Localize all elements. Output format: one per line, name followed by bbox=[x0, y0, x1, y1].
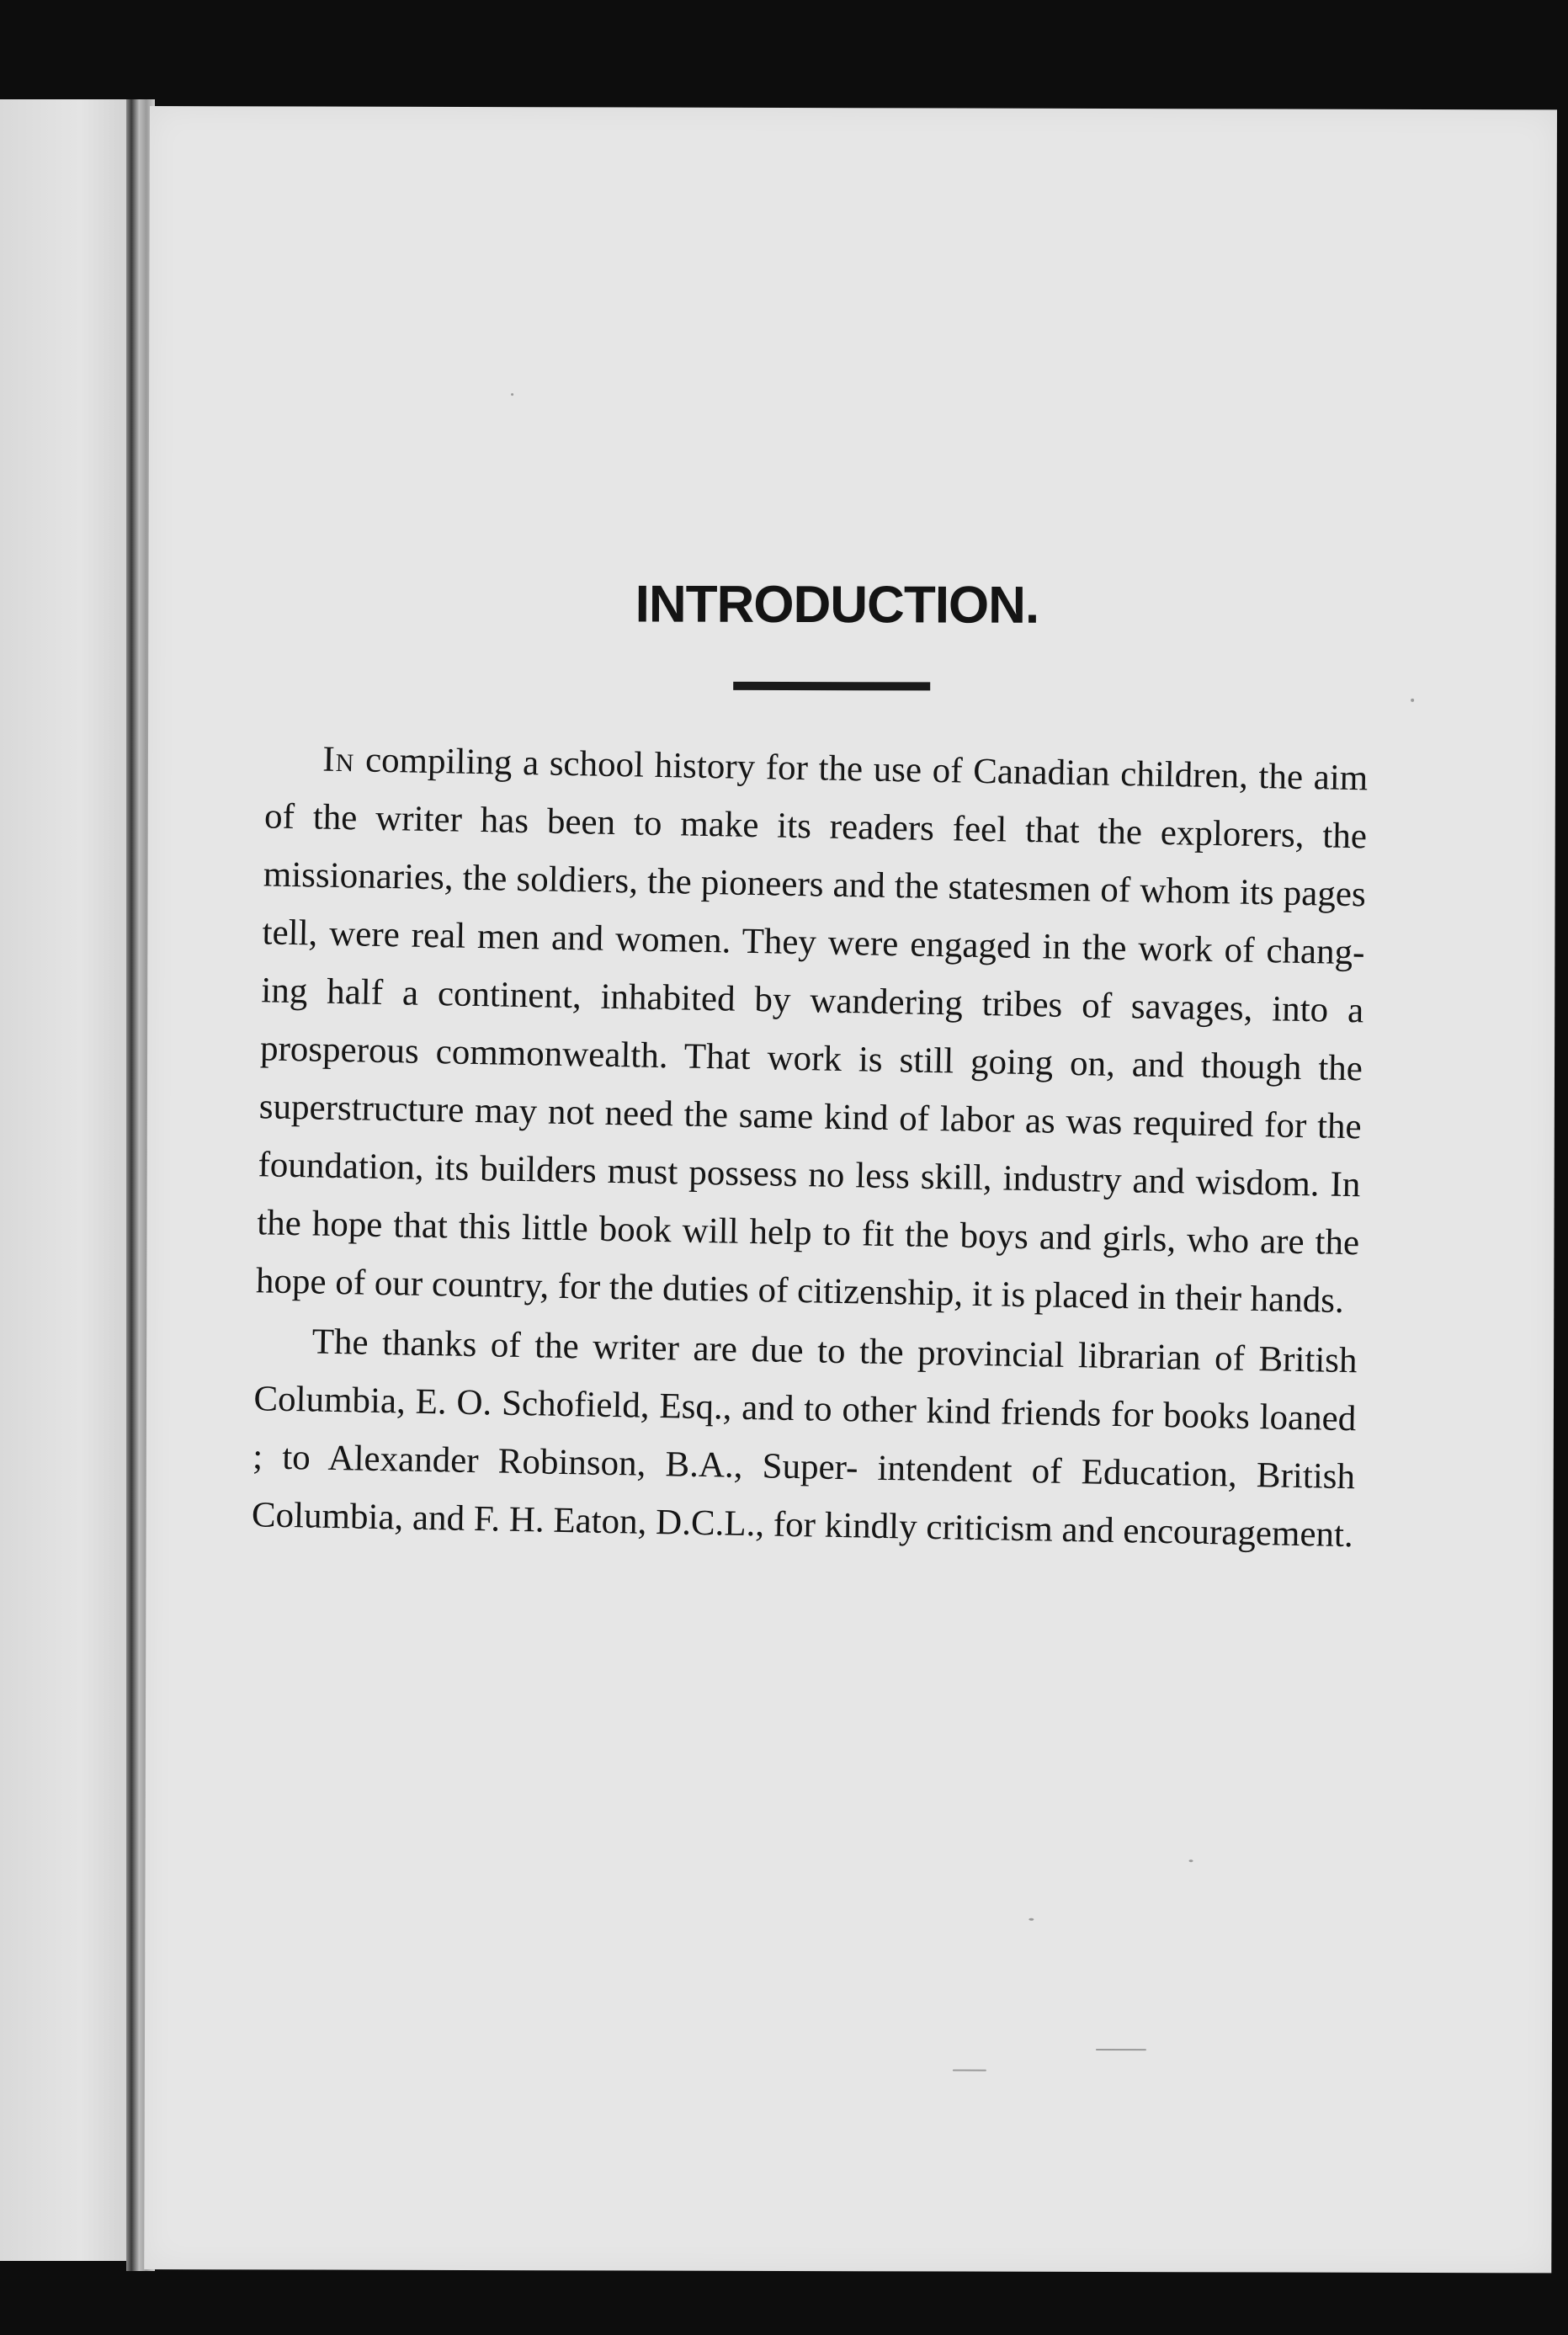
page-title: INTRODUCTION. bbox=[635, 575, 1039, 635]
book-page bbox=[144, 106, 1557, 2273]
paper-speck bbox=[1096, 2049, 1146, 2050]
title-rule bbox=[733, 682, 930, 691]
paper-speck bbox=[1189, 1859, 1193, 1862]
introduction-body bbox=[251, 729, 1369, 1564]
paper-speck bbox=[1411, 699, 1414, 702]
paper-speck bbox=[953, 2070, 986, 2072]
paper-speck bbox=[511, 393, 513, 396]
paragraph-text: compiling a school history for the use of Canadian children, the aim of the writer has been to make its readers feel that the explorers, the missionaries, the soldiers, the pioneers and the statesmen of whom its pages tell, were real men and women. They were engaged in the work of chang- ing half a continent, inhabited by wandering tribes of savages, into a prosperous commonwealth. That work is still going on, and though the superstructure may not need the same kind of labor as was required for the foundation, its builders must possess no less skill, industry and wisdom. In the hope that this little book will help to fit the boys and girls, who are the hope of our country, for the duties of citizenship, it is placed in their hands. bbox=[255, 740, 1369, 1321]
paragraph-text: The thanks of the writer are due to the provincial librarian of British Columbia, E. O. Schofield, Esq., and to other kind friends for books loaned ; to Alexander Robinson, B.A., Super- intendent of Education, British Columbia, and F. H. Eaton, D.C.L., for kindly criticism and encouragement. bbox=[251, 1322, 1358, 1556]
paragraph-2 bbox=[251, 1311, 1358, 1564]
paragraph-1 bbox=[255, 729, 1368, 1330]
facing-page-edge bbox=[0, 99, 135, 2261]
paper-speck bbox=[1029, 1918, 1034, 1921]
paragraph-lead-word: In bbox=[322, 739, 355, 780]
